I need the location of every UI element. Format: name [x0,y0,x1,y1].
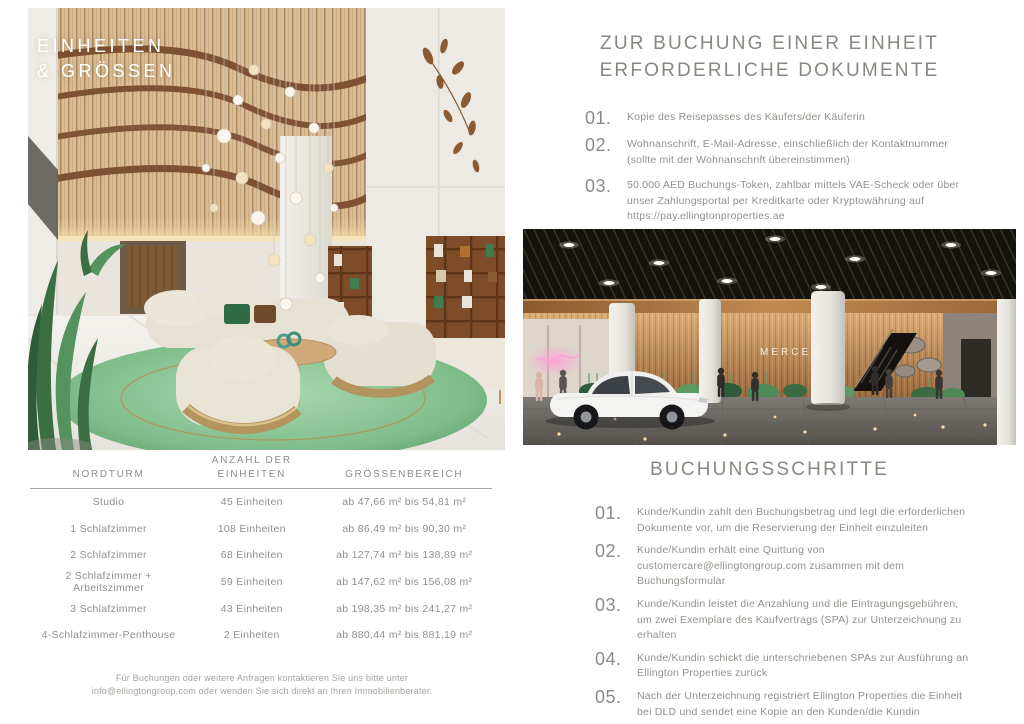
entrance-image [523,229,1016,445]
column-header-tower: NORDTURM [72,469,145,480]
item-text: 50.000 AED Buchungs-Token, zahlbar mittels VAE-Scheck oder über unser Zahlungsportal per Kreditkarte oder Kryptowährung auf https://pay.ellingtonproperties.ae [627,179,960,223]
item-text: Kopie des Reisepasses des Käufers/der Käuferin [627,111,866,123]
cell-size: ab 198,35 m² bis 241,27 m² [336,602,473,615]
cell-units: 2 Einheiten [223,629,280,642]
step-item [595,542,1016,590]
contact-note [32,672,492,698]
units-table [30,454,492,649]
contact-note-line2: info@ellingtongroup.com oder wenden Sie sich direkt an Ihren Immobilienberater. [91,686,433,696]
step-item [595,504,1016,536]
cell-units: 108 Einheiten [217,522,286,535]
lobby-image [28,8,505,450]
document-item [585,109,1016,127]
table-header-row [30,454,492,488]
item-number: 03. [595,594,622,615]
table-row [30,595,492,622]
item-text: Kunde/Kundin schickt die unterschriebenen SPAs zur Ausführung an Ellington Properties zurück [637,651,969,680]
cell-type: 3 Schlafzimmer [70,602,147,615]
item-number: 03. [585,176,612,197]
cell-size: ab 86,49 m² bis 90,30 m² [342,522,467,535]
cell-size: ab 147,62 m² bis 156,08 m² [336,576,473,589]
hero-title [37,34,176,84]
item-number: 04. [595,648,622,669]
steps-section [523,456,1016,724]
cell-units: 68 Einheiten [220,549,283,562]
steps-heading: BUCHUNGSSCHRITTE [650,459,889,480]
column-header-sizes: GRÖSSENBEREICH [345,469,464,480]
mercer-sign: MERCER [760,347,822,358]
table-row [30,489,492,516]
cell-type: 1 Schlafzimmer [70,522,147,535]
item-text: Kunde/Kundin leistet die Anzahlung und die Eintragungsgebühren, um zwei Exemplare des Kaufvertrags (SPA) zur Unterzeichnung zu erhalten [637,597,962,642]
hero-title-line1: EINHEITEN [37,36,165,56]
documents-heading-line2: ERFORDERLICHE DOKUMENTE [599,60,940,81]
item-number: 02. [595,541,622,562]
entrance-illustration [523,229,1016,445]
table-row [30,569,492,596]
table-row [30,516,492,543]
item-number: 02. [585,135,612,155]
table-row [30,542,492,569]
item-number: 05. [595,686,622,707]
cell-size: ab 880,44 m² bis 881,19 m² [336,629,473,642]
item-number: 01. [595,503,622,523]
item-number: 01. [585,108,612,128]
step-item [595,688,1016,720]
cell-type: 2 Schlafzimmer + Arbeitszimmer [65,570,152,595]
hero-title-line2: & GRÖSSEN [37,61,176,81]
item-text: Kunde/Kundin zahlt den Buchungsbetrag und legt die erforderlichen Dokumente vor, um die Reservierung der Einheit einzuleiten [637,506,966,534]
step-item [595,596,1016,644]
cell-units: 43 Einheiten [220,602,283,615]
cell-size: ab 47,66 m² bis 54,81 m² [342,496,467,509]
cell-size: ab 127,74 m² bis 138,89 m² [336,549,473,562]
steps-list [523,504,1016,720]
cell-units: 45 Einheiten [220,496,283,509]
item-text: Nach der Unterzeichnung registriert Ellington Properties die Einheit bei DLD und sendet eine Kopie an den Kunden/die Kundin [637,689,963,718]
cell-type: 4-Schlafzimmer-Penthouse [41,629,176,642]
document-item [585,136,1016,168]
table-row [30,622,492,649]
item-text: Wohnanschrift, E-Mail-Adresse, einschließlich der Kontaktnummer (sollte mit der Wohnanschrift übereinstimmen) [627,138,949,166]
contact-note-line1: Für Buchungen oder weitere Anfragen kontaktieren Sie uns bitte unter [115,673,409,683]
step-item [595,650,1016,682]
documents-section [523,30,1016,234]
item-text: Kunde/Kundin erhält eine Quittung von customercare@ellingtongroup.com zusammen mit dem Buchungsformular [637,544,905,588]
cell-units: 59 Einheiten [220,576,283,589]
documents-heading [523,30,1016,84]
documents-list [523,109,1016,225]
cell-type: 2 Schlafzimmer [70,549,147,562]
column-header-units: ANZAHL DER EINHEITEN [211,455,292,480]
documents-heading-line1: ZUR BUCHUNG EINER EINHEIT [600,33,939,54]
document-item [585,177,1016,225]
cell-type: Studio [92,496,125,509]
